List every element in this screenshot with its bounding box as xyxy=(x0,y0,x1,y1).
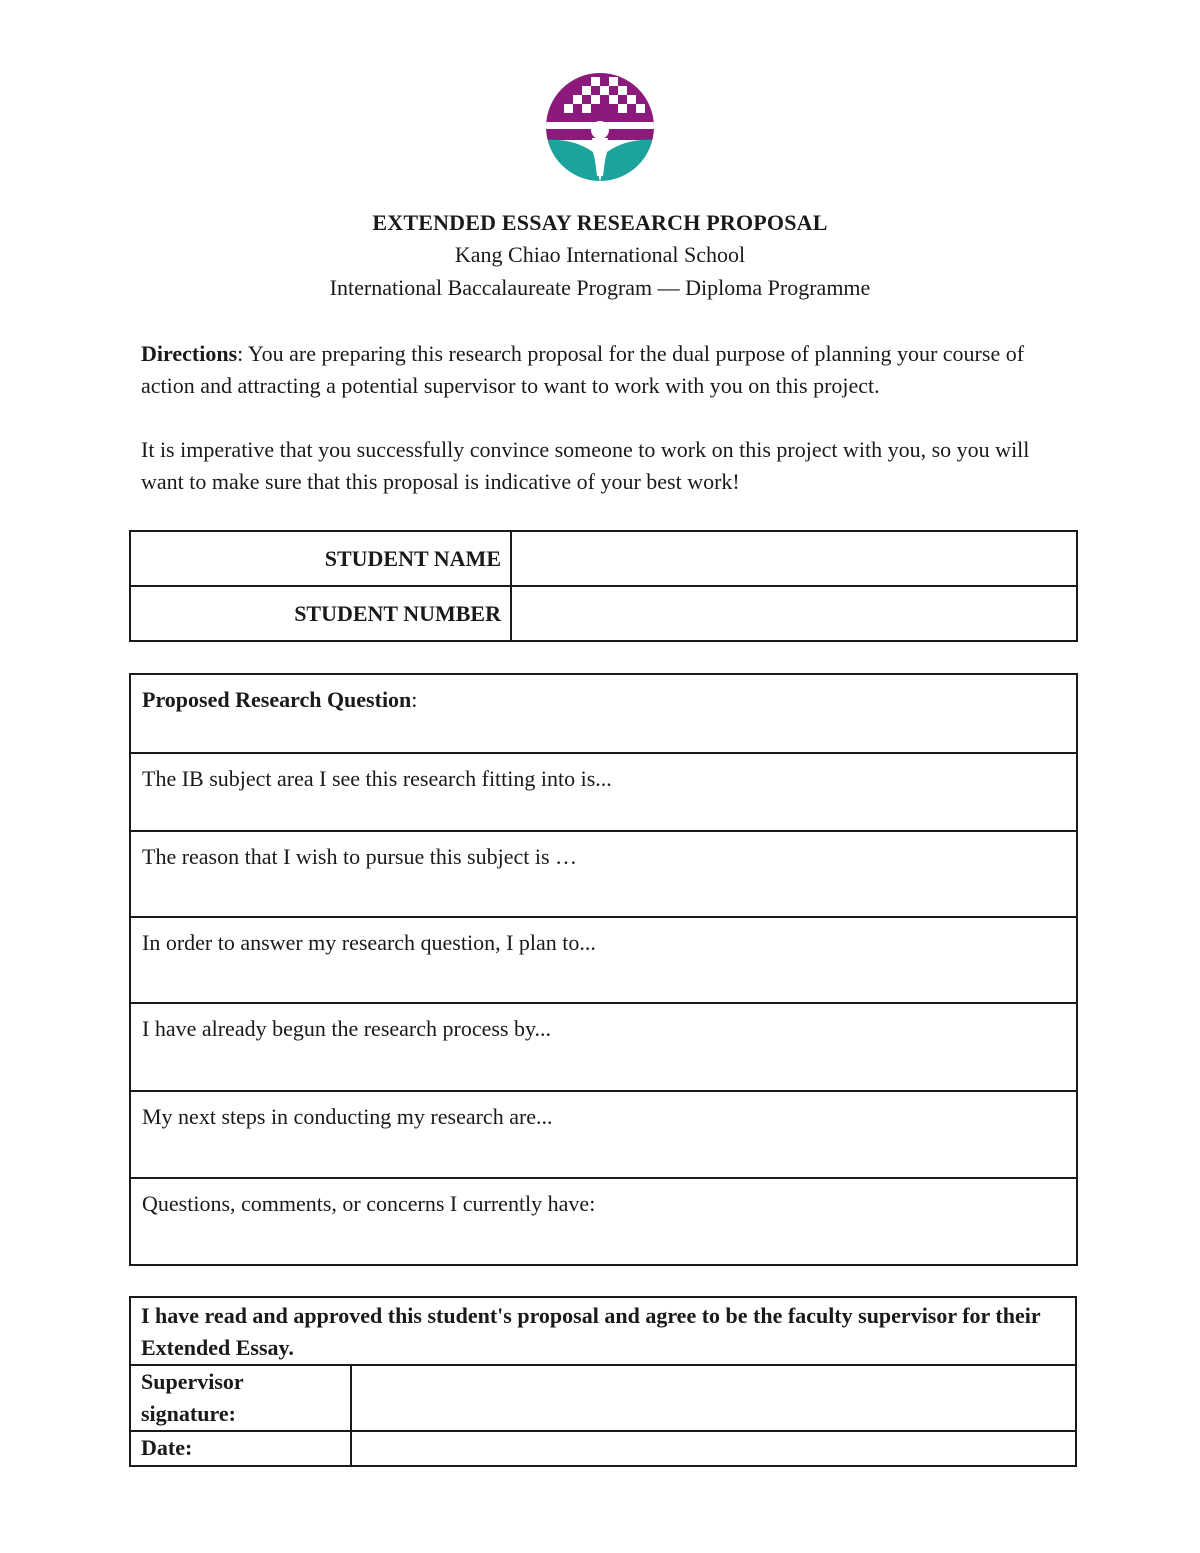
date-label: Date: xyxy=(130,1431,351,1466)
student-name-row xyxy=(130,531,1077,586)
subject-reason-field[interactable] xyxy=(130,831,1077,917)
questions-concerns-field[interactable] xyxy=(130,1178,1077,1265)
student-name-label: STUDENT NAME xyxy=(130,531,511,586)
research-plan-field[interactable] xyxy=(130,917,1077,1003)
questions-concerns-prompt: Questions, comments, or concerns I currently have: xyxy=(142,1191,596,1216)
student-info-table xyxy=(129,530,1078,642)
school-name: Kang Chiao International School xyxy=(454,242,746,267)
approval-statement: I have read and approved this student's proposal and agree to be the faculty supervisor for their Extended Essay. xyxy=(130,1297,1076,1365)
student-number-field[interactable] xyxy=(511,586,1077,641)
student-name-field[interactable] xyxy=(511,531,1077,586)
supervisor-approval-table xyxy=(129,1296,1077,1467)
subject-area-prompt: The IB subject area I see this research fitting into is... xyxy=(142,766,612,791)
subject-area-field[interactable] xyxy=(130,753,1077,831)
student-number-label: STUDENT NUMBER xyxy=(130,586,511,641)
directions-paragraph xyxy=(141,338,1071,402)
document-header xyxy=(0,208,1200,304)
next-steps-prompt: My next steps in conducting my research are... xyxy=(142,1104,553,1129)
student-number-row xyxy=(130,586,1077,641)
subject-reason-prompt: The reason that I wish to pursue this subject is … xyxy=(142,844,578,869)
next-steps-field[interactable] xyxy=(130,1091,1077,1178)
date-field[interactable] xyxy=(351,1431,1076,1466)
supervisor-signature-label: Supervisor signature: xyxy=(130,1365,351,1431)
research-question-colon: : xyxy=(411,687,418,712)
research-plan-table xyxy=(129,673,1078,1266)
research-question-label: Proposed Research Question xyxy=(142,687,412,712)
school-logo xyxy=(545,72,655,182)
directions-label: Directions xyxy=(141,341,238,366)
imperative-paragraph: It is imperative that you successfully convince someone to work on this project with you, so you will want to make sure that this proposal is indicative of your best work! xyxy=(141,437,1030,494)
supervisor-signature-field[interactable] xyxy=(351,1365,1076,1431)
program-name: International Baccalaureate Program — Diploma Programme xyxy=(329,275,871,300)
research-begun-field[interactable] xyxy=(130,1003,1077,1091)
research-question-field[interactable] xyxy=(130,674,1077,753)
document-title: EXTENDED ESSAY RESEARCH PROPOSAL xyxy=(372,210,828,235)
research-plan-prompt: In order to answer my research question, I plan to... xyxy=(142,930,596,955)
directions-text: : You are preparing this research proposal for the dual purpose of planning your course of action and attracting a potential supervisor to want to work with you on this project. xyxy=(141,341,1025,398)
research-begun-prompt: I have already begun the research process by... xyxy=(142,1016,552,1041)
